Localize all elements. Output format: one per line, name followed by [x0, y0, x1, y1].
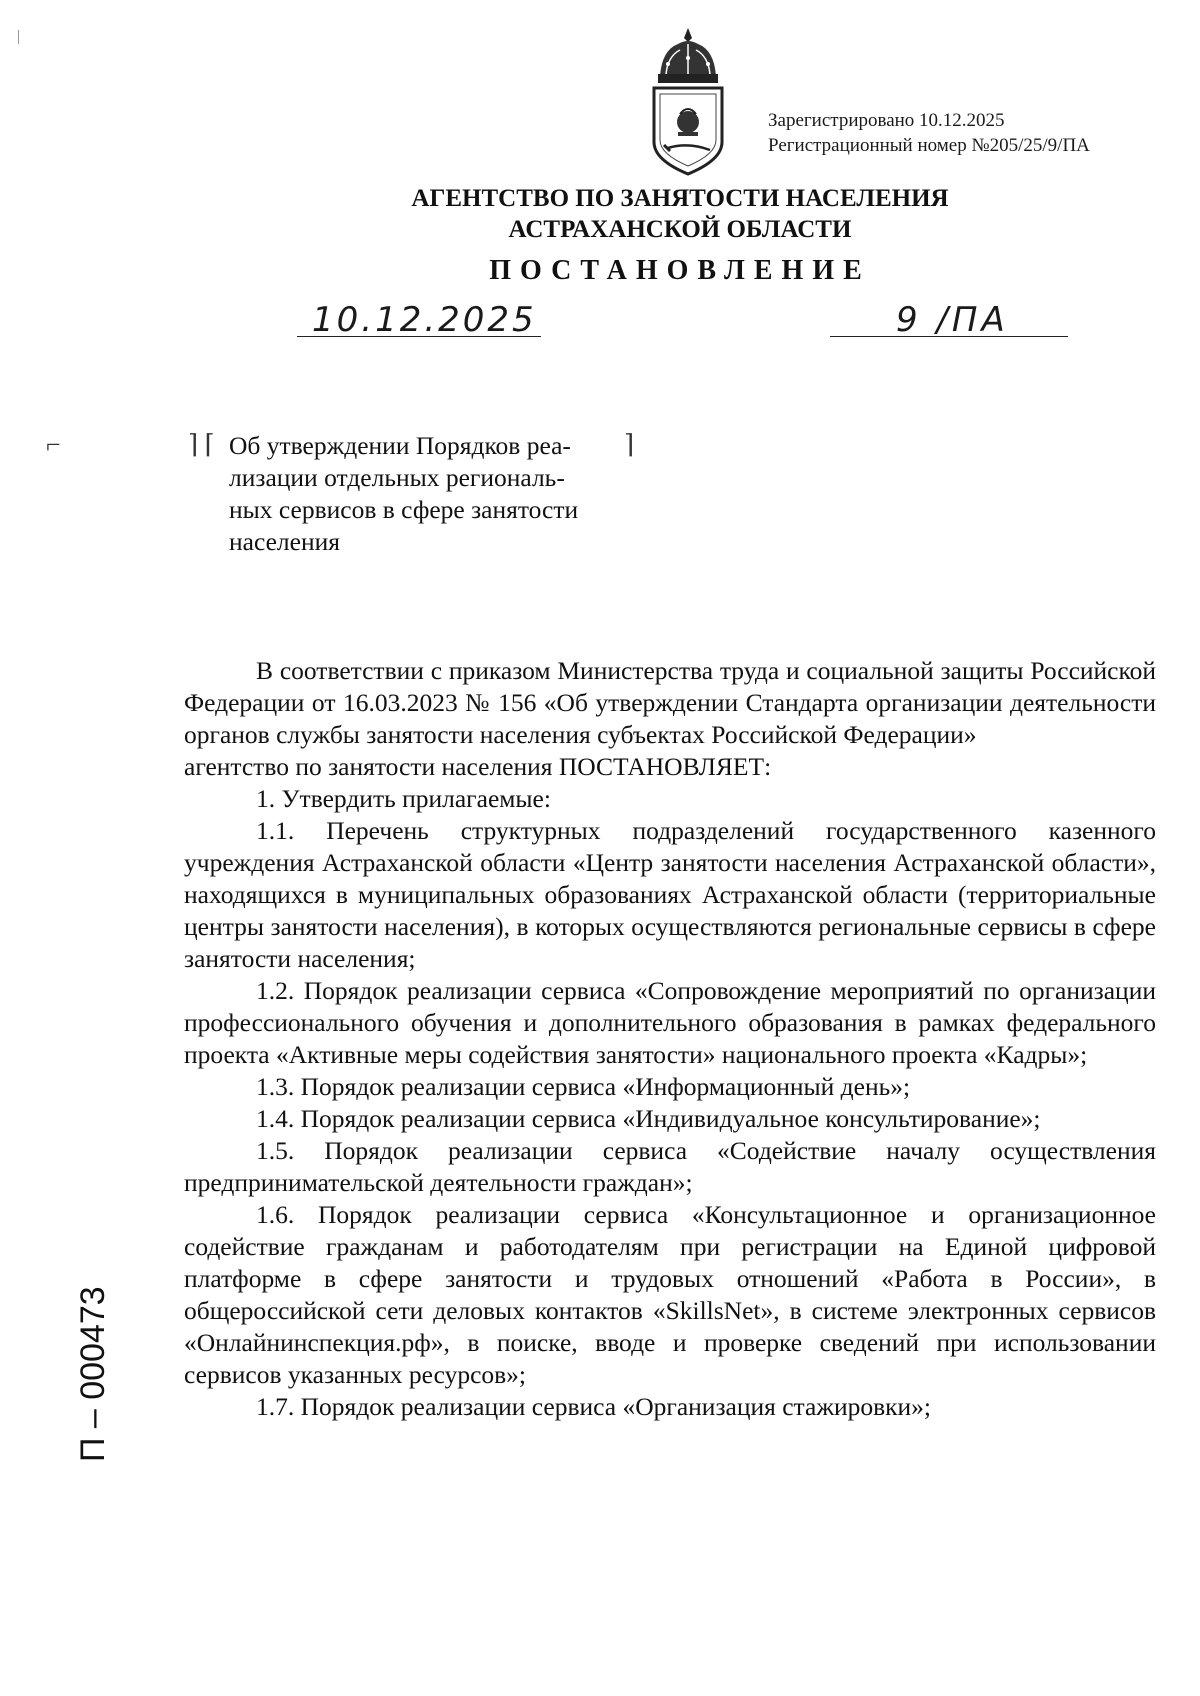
- date-line: [297, 336, 541, 337]
- resolves-line: агентство по занятости населения ПОСТАНОВЛЯЕТ:: [184, 752, 772, 781]
- document-body: [184, 655, 1156, 1423]
- subitem-1-3: 1.3. Порядок реализации сервиса «Информационный день»;: [256, 1072, 911, 1101]
- corner-bracket-left: ⌐: [46, 430, 61, 459]
- scan-mark: [18, 30, 19, 44]
- handwritten-date: 10.12.2025: [312, 300, 537, 340]
- subject-line: ных сервисов в сфере занятости: [229, 495, 579, 524]
- subject-line: Об утверждении Порядков реа-: [229, 431, 571, 460]
- document-subject: [229, 430, 619, 558]
- margin-stamp: [46, 1250, 126, 1470]
- agency-name-line2: АСТРАХАНСКОЙ ОБЛАСТИ: [508, 216, 852, 243]
- agency-name-line1: АГЕНТСТВО ПО ЗАНЯТОСТИ НАСЕЛЕНИЯ: [411, 185, 949, 212]
- corner-bracket-inner: ⌉ ⌈: [188, 430, 215, 459]
- margin-stamp-text: П – 000473: [74, 1286, 112, 1462]
- corner-bracket-right: ⌉: [624, 430, 635, 459]
- subitem-1-1: 1.1. Перечень структурных подразделений государственного казенного учреждения Астраханской области «Центр занятости населения Астраханской области», находящихся в муниципальных образованиях Астраханской области (территориальные центры занятости населения), в которых осуществляются региональные сервисы в сфере занятости населения;: [184, 816, 1156, 973]
- subject-line: населения: [229, 527, 340, 556]
- registration-date: Зарегистрировано 10.12.2025: [768, 110, 1005, 131]
- handwritten-number: 9 /ПА: [896, 300, 1009, 340]
- subitem-1-5: 1.5. Порядок реализации сервиса «Содействие началу осуществления предпринимательской деятельности граждан»;: [184, 1136, 1156, 1197]
- document-type: ПОСТАНОВЛЕНИЕ: [489, 255, 871, 286]
- preamble-paragraph: В соответствии с приказом Министерства труда и социальной защиты Российской Федерации от 16.03.2023 № 156 «Об утверждении Стандарта организации деятельности органов службы занятости населения субъектах Российской Федерации»: [184, 656, 1156, 749]
- registration-stamp: [768, 108, 1090, 158]
- subitem-1-6: 1.6. Порядок реализации сервиса «Консультационное и организационное содействие гражданам и работодателям при регистрации на Единой цифровой платформе в сфере занятости и трудовых отношений «Работа в России», в общероссийской сети деловых контактов «SkillsNet», в системе электронных сервисов «Онлайнинспекция.рф», в поиске, вводе и проверке сведений при использовании сервисов указанных ресурсов»;: [184, 1200, 1156, 1389]
- subitem-1-2: 1.2. Порядок реализации сервиса «Сопровождение мероприятий по организации профессионального обучения и дополнительного образования в рамках федерального проекта «Активные меры содействия занятости» национального проекта «Кадры»;: [184, 976, 1156, 1069]
- registration-number: Регистрационный номер №205/25/9/ПА: [768, 135, 1090, 156]
- agency-name: [300, 183, 1060, 245]
- item-1: 1. Утвердить прилагаемые:: [256, 784, 551, 813]
- subitem-1-4: 1.4. Порядок реализации сервиса «Индивидуальное консультирование»;: [256, 1104, 1041, 1133]
- subitem-1-7: 1.7. Порядок реализации сервиса «Организация стажировки»;: [256, 1392, 932, 1421]
- subject-line: лизации отдельных региональ-: [229, 463, 565, 492]
- coat-of-arms-icon: [638, 24, 738, 176]
- number-line: [830, 336, 1068, 337]
